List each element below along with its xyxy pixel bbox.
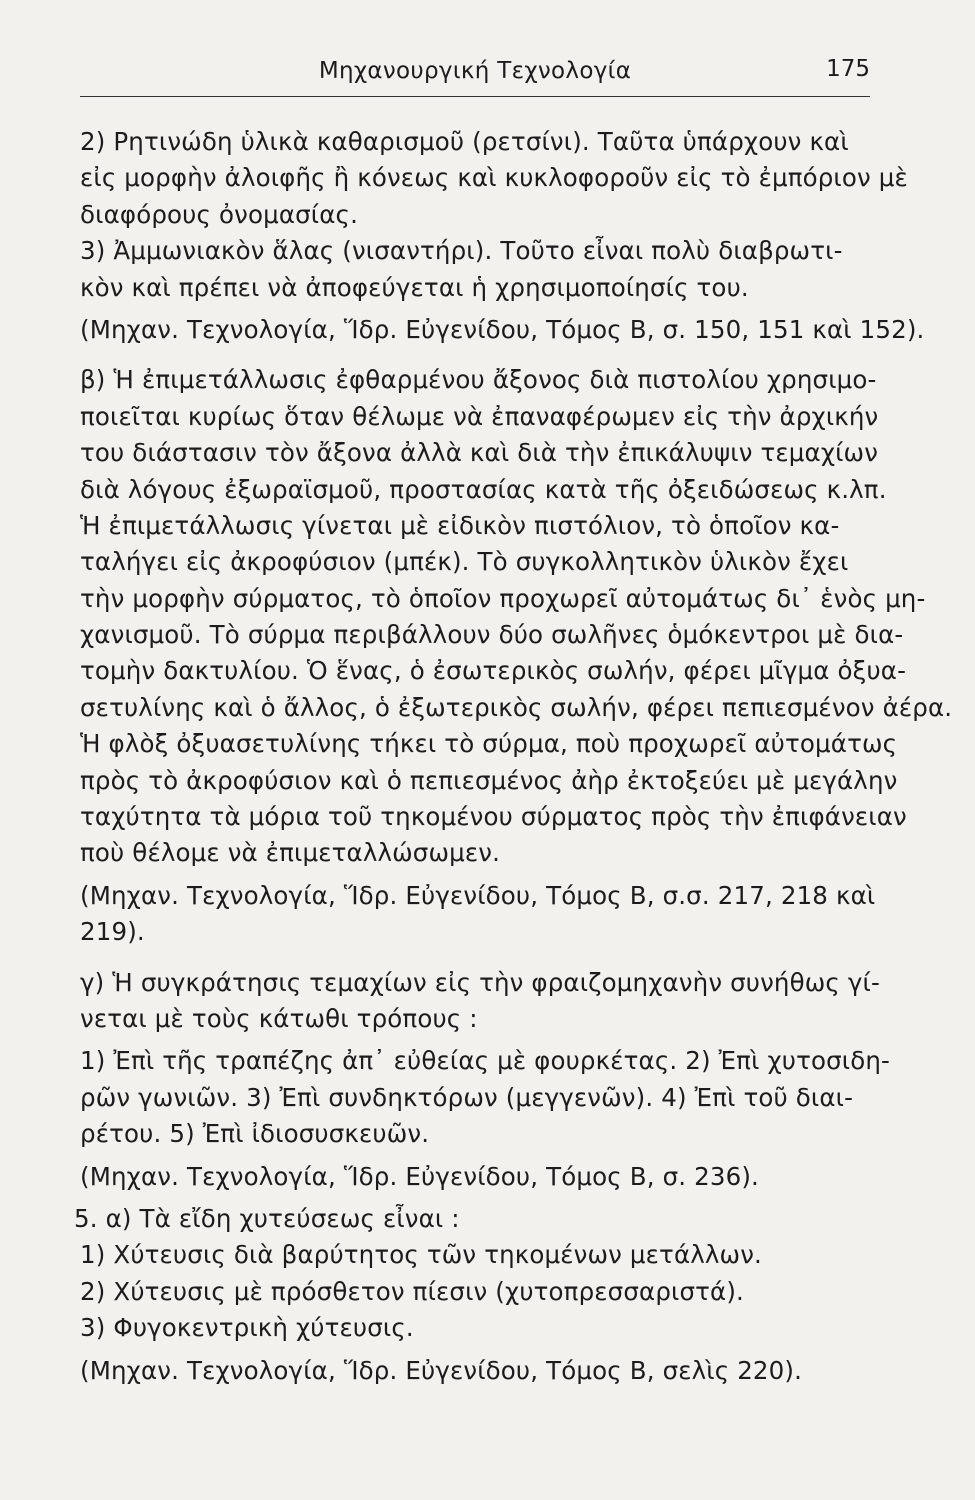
- running-title: Μηχανουργική Τεχνολογία: [318, 58, 632, 84]
- text-line: γ) Ἡ συγκράτησις τεμαχίων εἰς τὴν φραιζομηχανὴν συνήθως γί-: [80, 967, 880, 997]
- text-line: ταλήγει εἰς ἀκροφύσιον (μπέκ). Τὸ συγκολλητικὸν ὑλικὸν ἔχει: [80, 547, 849, 577]
- text-line: κὸν καὶ πρέπει νὰ ἀποφεύγεται ἡ χρησιμοποίησίς του.: [80, 272, 749, 302]
- text-line: 5. α) Τὰ εἴδη χυτεύσεως εἶναι :: [74, 1203, 460, 1233]
- text-line: ταχύτητα τὰ μόρια τοῦ τηκομένου σύρματος πρὸς τὴν ἐπιφάνειαν: [80, 802, 907, 832]
- page-body: [74, 124, 953, 1389]
- text-line: β) Ἡ ἐπιμετάλλωσις ἐφθαρμένου ἄξονος διὰ πιστολίου χρησιμο-: [80, 365, 877, 395]
- reference-line: (Μηχαν. Τεχνολογία, Ἵδρ. Εὐγενίδου, Τόμος Β, σ. 236).: [80, 1161, 759, 1191]
- text-line: ρῶν γωνιῶν. 3) Ἐπὶ συνδηκτόρων (μεγγενῶν). 4) Ἐπὶ τοῦ διαι-: [80, 1082, 854, 1112]
- text-line: 1) Ἐπὶ τῆς τραπέζης ἀπ᾽ εὐθείας μὲ φουρκέτας. 2) Ἐπὶ χυτοσιδη-: [80, 1046, 891, 1076]
- text-line: 1) Χύτευσις διὰ βαρύτητος τῶν τηκομένων μετάλλων.: [80, 1240, 762, 1270]
- text-line: 2) Χύτευσις μὲ πρόσθετον πίεσιν (χυτοπρεσσαριστά).: [80, 1276, 744, 1306]
- paragraph-beta: [80, 362, 953, 950]
- text-line: Ἡ ἐπιμετάλλωσις γίνεται μὲ εἰδικὸν πιστόλιον, τὸ ὁποῖον κα-: [80, 510, 840, 540]
- running-header: [80, 52, 870, 92]
- text-line: τομὴν δακτυλίου. Ὁ ἕνας, ὁ ἐσωτερικὸς σωλήν, φέρει μῖγμα ὀξυα-: [80, 656, 907, 686]
- paragraph-gamma: [80, 965, 891, 1195]
- text-line: 3) Φυγοκεντρικὴ χύτευσις.: [80, 1313, 414, 1343]
- text-line: εἰς μορφὴν ἀλοιφῆς ἢ κόνεως καὶ κυκλοφοροῦν εἰς τὸ ἐμπόριον μὲ: [80, 163, 908, 193]
- text-line: διαφόρους ὀνομασίας.: [80, 199, 359, 229]
- text-line: 2) Ρητινώδη ὑλικὰ καθαρισμοῦ (ρετσίνι). Ταῦτα ὑπάρχουν καὶ: [80, 127, 849, 156]
- text-line: Ἡ φλὸξ ὀξυασετυλίνης τήκει τὸ σύρμα, ποὺ προχωρεῖ αὐτομάτως: [80, 729, 898, 759]
- text-line: τὴν μορφὴν σύρματος, τὸ ὁποῖον προχωρεῖ αὐτομάτως δι᾽ ἑνὸς μη-: [80, 583, 926, 613]
- paragraph-2-3: [80, 124, 925, 348]
- reference-line: (Μηχαν. Τεχνολογία, Ἵδρ. Εὐγενίδου, Τόμος Β, σ. 150, 151 καὶ 152).: [80, 314, 925, 344]
- text-line: ποὺ θέλομε νὰ ἐπιμεταλλώσωμεν.: [80, 838, 501, 868]
- text-line: χανισμοῦ. Τὸ σύρμα περιβάλλουν δύο σωλῆνες ὁμόκεντροι μὲ δια-: [80, 620, 904, 650]
- text-line: ρέτου. 5) Ἐπὶ ἰδιοσυσκευῶν.: [80, 1119, 430, 1149]
- paragraph-5: [74, 1201, 875, 1389]
- text-line: ποιεῖται κυρίως ὅταν θέλωμε νὰ ἐπαναφέρωμεν εἰς τὴν ἀρχικήν: [80, 401, 879, 431]
- text-line: πρὸς τὸ ἀκροφύσιον καὶ ὁ πεπιεσμένος ἀὴρ ἐκτοξεύει μὲ μεγάλην: [80, 765, 898, 795]
- text-line: του διάστασιν τὸν ἄξονα ἀλλὰ καὶ διὰ τὴν ἐπικάλυψιν τεμαχίων: [80, 438, 879, 468]
- page-number: 175: [826, 56, 870, 82]
- text-line: νεται μὲ τοὺς κάτωθι τρόπους :: [80, 1003, 478, 1033]
- text-line: σετυλίνης καὶ ὁ ἄλλος, ὁ ἐξωτερικὸς σωλήν, φέρει πεπιεσμένον ἀέρα.: [80, 692, 953, 722]
- text-line: 3) Ἀμμωνιακὸν ἅλας (νισαντήρι). Τοῦτο εἶναι πολὺ διαβρωτι-: [80, 236, 843, 266]
- header-rule: [80, 96, 870, 97]
- reference-line: (Μηχαν. Τεχνολογία, Ἵδρ. Εὐγενίδου, Τόμος Β, σελὶς 220).: [80, 1355, 803, 1385]
- reference-line: 219).: [80, 917, 145, 947]
- text-line: διὰ λόγους ἐξωραϊσμοῦ, προστασίας κατὰ τῆς ὀξειδώσεως κ.λπ.: [80, 474, 887, 504]
- reference-line: (Μηχαν. Τεχνολογία, Ἵδρ. Εὐγενίδου, Τόμος Β, σ.σ. 217, 218 καὶ: [80, 880, 876, 910]
